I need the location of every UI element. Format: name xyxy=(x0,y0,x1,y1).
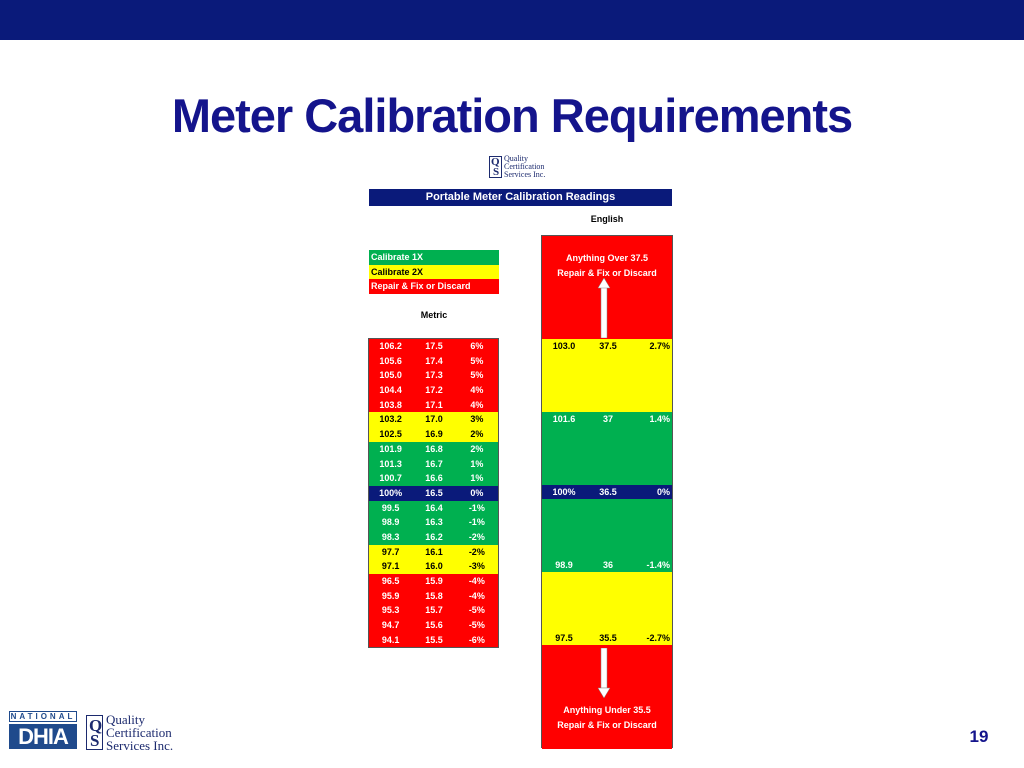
english-row xyxy=(542,631,672,646)
english-cell: 37.5 xyxy=(599,341,617,351)
qcs-line2: Certification xyxy=(504,162,545,171)
metric-row xyxy=(369,486,498,501)
metric-row xyxy=(369,603,498,618)
dhia-national-text: NATIONAL xyxy=(10,712,76,721)
english-cell: 36.5 xyxy=(599,487,617,497)
qcs-mark-s: S xyxy=(493,166,500,178)
metric-cell: 16.6 xyxy=(425,473,443,484)
metric-cell: -1% xyxy=(468,517,485,528)
metric-label: Metric xyxy=(420,310,448,320)
english-cell: 36 xyxy=(602,560,613,570)
metric-cell: 5% xyxy=(470,370,484,381)
slide-title: Meter Calibration Requirements xyxy=(171,89,853,142)
metric-table xyxy=(368,338,499,648)
metric-row xyxy=(369,354,498,369)
metric-row xyxy=(369,427,498,442)
metric-cell: 15.9 xyxy=(425,576,443,586)
qcs-mark-q: Q xyxy=(491,156,500,168)
metric-row xyxy=(369,618,498,633)
metric-cell: 17.3 xyxy=(425,370,443,381)
metric-cell: 97.7 xyxy=(381,546,400,557)
metric-cell: 96.5 xyxy=(381,576,400,586)
qcs-wordmark xyxy=(106,713,173,752)
metric-cell: 16.4 xyxy=(425,502,443,513)
metric-cell: 4% xyxy=(470,399,484,410)
qcs-mark-q: Q xyxy=(89,716,103,735)
metric-row xyxy=(369,471,498,486)
metric-cell: 98.3 xyxy=(381,531,400,542)
metric-cell: -2% xyxy=(468,531,485,542)
metric-cell: 102.5 xyxy=(379,429,402,440)
qcs-line1: Quality xyxy=(504,154,528,163)
metric-cell: 2% xyxy=(470,429,484,440)
metric-cell: 15.5 xyxy=(425,634,443,645)
english-over-line2: Repair & Fix or Discard xyxy=(557,268,657,278)
english-cell: 101.6 xyxy=(552,414,576,424)
legend-item: Calibrate 1X xyxy=(369,250,499,265)
metric-cell: 95.3 xyxy=(381,605,400,616)
metric-cell: 98.9 xyxy=(381,517,400,528)
metric-cell: -3% xyxy=(468,561,485,572)
metric-cell: 16.5 xyxy=(425,487,443,498)
metric-row xyxy=(369,530,498,545)
english-row xyxy=(542,412,672,427)
metric-row xyxy=(369,545,498,560)
metric-cell: 17.0 xyxy=(425,414,443,425)
english-cell: -1.4% xyxy=(646,560,670,570)
english-cell: 1.4% xyxy=(649,414,670,424)
metric-cell: 17.1 xyxy=(425,399,443,410)
metric-cell: 16.8 xyxy=(425,443,443,454)
arrow-down-icon xyxy=(597,648,611,698)
english-cell: 0% xyxy=(656,487,670,497)
english-cell: 2.7% xyxy=(649,341,670,351)
table-header: Portable Meter Calibration Readings xyxy=(369,189,672,206)
english-over-line1: Anything Over 37.5 xyxy=(565,253,649,263)
metric-cell: 1% xyxy=(470,473,484,484)
metric-cell: 16.3 xyxy=(425,517,443,528)
metric-cell: 15.8 xyxy=(425,590,443,601)
metric-cell: 15.7 xyxy=(425,605,443,616)
metric-cell: 101.9 xyxy=(379,443,402,454)
dhia-main-text: DHIA xyxy=(9,724,77,749)
qcs-mark-s: S xyxy=(90,731,100,750)
english-row xyxy=(542,339,672,354)
metric-cell: 4% xyxy=(470,385,484,396)
qcs-line3: Services Inc. xyxy=(106,738,174,753)
english-cell: 100% xyxy=(552,487,576,497)
metric-row xyxy=(369,515,498,530)
legend xyxy=(369,250,499,294)
metric-cell: 16.9 xyxy=(425,429,443,440)
metric-cell: 17.2 xyxy=(425,385,443,396)
metric-cell: 16.0 xyxy=(425,561,443,572)
qcs-line2: Certification xyxy=(106,725,172,740)
metric-cell: 1% xyxy=(470,458,484,469)
english-row xyxy=(542,558,672,573)
qcs-line3: Services Inc. xyxy=(504,170,546,179)
english-table xyxy=(541,235,673,748)
metric-row xyxy=(369,383,498,398)
metric-cell: 103.2 xyxy=(379,414,402,425)
english-cell: 103.0 xyxy=(552,341,576,351)
metric-row xyxy=(369,339,498,354)
qcs-logo-bottom xyxy=(86,713,173,752)
metric-cell: 2% xyxy=(470,443,484,454)
metric-cell: 5% xyxy=(470,355,484,366)
metric-row xyxy=(369,442,498,457)
qcs-mark-icon xyxy=(86,715,103,750)
metric-cell: 16.2 xyxy=(425,531,443,542)
metric-row xyxy=(369,457,498,472)
metric-cell: 100.7 xyxy=(379,473,402,484)
metric-row xyxy=(369,412,498,427)
english-label: English xyxy=(590,214,624,224)
metric-cell: 97.1 xyxy=(381,561,400,572)
metric-cell: 105.0 xyxy=(379,370,402,381)
metric-cell: 16.1 xyxy=(425,546,443,557)
metric-cell: 17.5 xyxy=(425,341,443,351)
metric-cell: 17.4 xyxy=(425,355,443,366)
metric-cell: 95.9 xyxy=(381,590,400,601)
metric-cell: 106.2 xyxy=(379,341,402,351)
metric-row xyxy=(369,368,498,383)
english-under-line1: Anything Under 35.5 xyxy=(563,705,651,715)
metric-cell: -4% xyxy=(468,590,485,601)
english-cell: 97.5 xyxy=(555,633,573,643)
metric-cell: -5% xyxy=(468,620,485,631)
metric-row xyxy=(369,589,498,604)
metric-row xyxy=(369,574,498,589)
dhia-logo xyxy=(9,711,77,749)
page-number: 19 xyxy=(969,727,989,746)
top-banner xyxy=(0,0,1024,40)
english-cell: 35.5 xyxy=(599,633,617,643)
qcs-mark-icon xyxy=(489,156,502,178)
metric-row xyxy=(369,398,498,413)
metric-cell: 99.5 xyxy=(381,502,400,513)
legend-item: Calibrate 2X xyxy=(369,265,499,280)
metric-row xyxy=(369,633,498,648)
metric-cell: 6% xyxy=(470,341,484,351)
qcs-line1: Quality xyxy=(106,712,145,727)
metric-cell: 100% xyxy=(379,487,403,498)
qcs-logo-top xyxy=(489,155,545,179)
metric-cell: -6% xyxy=(468,634,485,645)
metric-cell: 105.6 xyxy=(379,355,402,366)
metric-cell: 101.3 xyxy=(379,458,402,469)
metric-cell: 16.7 xyxy=(425,458,443,469)
qcs-wordmark xyxy=(504,155,545,179)
metric-cell: 94.1 xyxy=(381,634,400,645)
metric-cell: 103.8 xyxy=(379,399,402,410)
english-under-line2: Repair & Fix or Discard xyxy=(557,720,657,730)
english-cell: 37 xyxy=(602,414,613,424)
metric-cell: 104.4 xyxy=(379,385,402,396)
metric-cell: -5% xyxy=(468,605,485,616)
metric-cell: -2% xyxy=(468,546,485,557)
english-cell: -2.7% xyxy=(646,633,670,643)
english-row xyxy=(542,485,672,500)
metric-cell: 94.7 xyxy=(381,620,400,631)
metric-cell: 0% xyxy=(470,487,484,498)
metric-cell: -1% xyxy=(468,502,485,513)
legend-item: Repair & Fix or Discard xyxy=(369,279,499,294)
english-cell: 98.9 xyxy=(555,560,573,570)
arrow-up-icon xyxy=(597,278,611,338)
metric-row xyxy=(369,501,498,516)
metric-row xyxy=(369,559,498,574)
metric-cell: 15.6 xyxy=(425,620,443,631)
metric-cell: 3% xyxy=(470,414,484,425)
metric-cell: -4% xyxy=(468,576,485,586)
